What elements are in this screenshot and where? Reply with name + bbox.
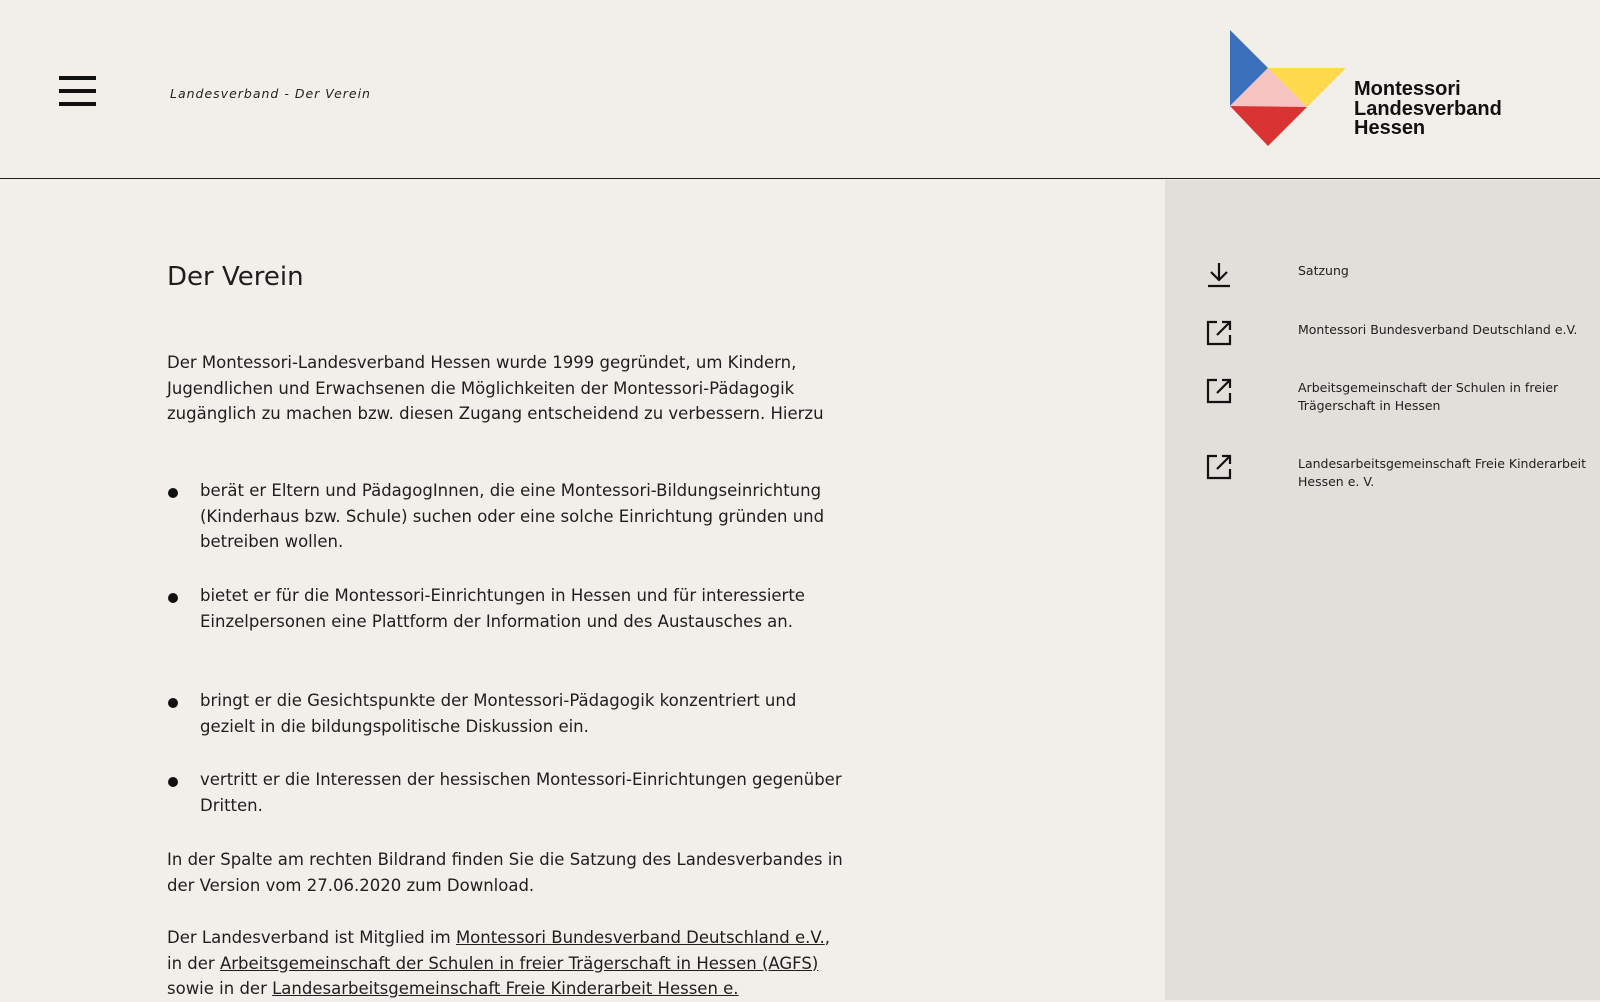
logo-line-1: Montessori <box>1354 78 1461 100</box>
bullet-dot-icon <box>168 593 178 603</box>
link-lag-freie-kinderarbeit[interactable]: Landesarbeitsgemeinschaft Freie Kinderarbeit Hessen e. <box>272 979 739 998</box>
membership-mid-2: sowie in der <box>167 979 273 998</box>
bullet-dot-icon <box>168 777 178 787</box>
external-link-icon <box>1205 377 1233 405</box>
link-agfs[interactable]: Arbeitsgemeinschaft der Schulen in freier Trägerschaft in Hessen (AGFS) <box>219 953 819 973</box>
site-logo[interactable] <box>1228 28 1518 150</box>
download-icon <box>1205 260 1233 288</box>
list-item-text: berät er Eltern und PädagogInnen, die eine Montessori-Bildungseinrichtung (Kinderhaus bzw. Schule) suchen oder eine solche Einrichtung gründen und betreiben wollen. <box>200 481 825 551</box>
sidebar <box>1165 180 1600 1000</box>
external-link-icon <box>1205 453 1233 481</box>
page-title: Der Verein <box>167 262 304 292</box>
sidebar-item-label: Landesarbeitsgemeinschaft Freie Kinderarbeit Hessen e. V. <box>1298 456 1587 489</box>
sidebar-item-label: Montessori Bundesverband Deutschland e.V. <box>1298 322 1578 337</box>
list-item-text: vertritt er die Interessen der hessischen Montessori-Einrichtungen gegenüber Dritten. <box>200 770 842 815</box>
breadcrumb: Landesverband - Der Verein <box>170 86 371 101</box>
sidebar-item-label: Arbeitsgemeinschaft der Schulen in freier Trägerschaft in Hessen <box>1298 380 1559 413</box>
list-item-text: bringt er die Gesichtspunkte der Montessori-Pädagogik konzentriert und gezielt in die bildungspolitische Diskussion ein. <box>200 691 797 736</box>
list-item-text: bietet er für die Montessori-Einrichtungen in Hessen und für interessierte Einzelpersonen eine Plattform der Information und des Austausches an. <box>200 586 805 631</box>
logo-line-3: Hessen <box>1354 117 1426 139</box>
site-header <box>0 0 1600 179</box>
membership-mid-1: , in der <box>167 928 830 973</box>
link-montessori-bundesverband[interactable]: Montessori Bundesverband Deutschland e.V. <box>455 928 825 947</box>
membership-prefix: Der Landesverband ist Mitglied im <box>167 928 456 947</box>
hamburger-menu-icon[interactable] <box>59 76 96 106</box>
logo-mark-icon <box>1228 28 1348 150</box>
membership-paragraph <box>167 925 847 1002</box>
intro-paragraph: Der Montessori-Landesverband Hessen wurde 1999 gegründet, um Kindern, Jugendlichen und Erwachsenen die Möglichkeiten der Montessori-Pädagogik zugänglich zu machen bzw. diesen Zugang entscheidend zu verbessern. Hierzu <box>167 353 824 423</box>
external-link-icon <box>1205 319 1233 347</box>
logo-line-2: Landesverband <box>1354 97 1502 120</box>
bullet-dot-icon <box>168 698 178 708</box>
download-note: In der Spalte am rechten Bildrand finden Sie die Satzung des Landesverbandes in der Version vom 27.06.2020 zum Download. <box>167 850 843 895</box>
sidebar-item-label: Satzung <box>1298 263 1349 278</box>
logo-wordmark <box>1354 80 1502 139</box>
bullet-dot-icon <box>168 488 178 498</box>
